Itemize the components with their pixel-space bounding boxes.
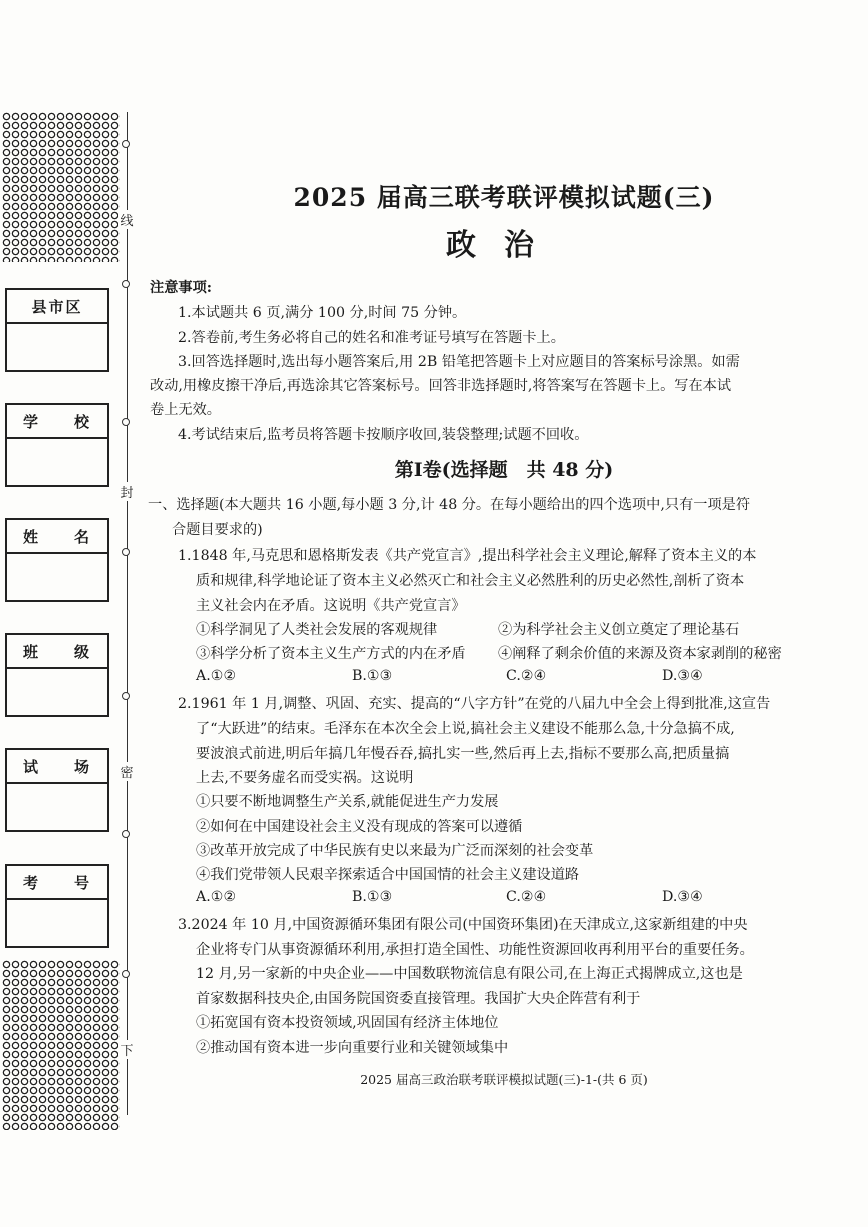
section-title: 第Ⅰ卷(选择题 共 48 分) — [394, 459, 614, 481]
q1-stem: 1.1848 年,马克思和恩格斯发表《共产党宣言》,提出科学社会主义理论,解释了资本主义的本 — [178, 548, 757, 564]
notice-item: 卷上无效。 — [150, 402, 221, 418]
binding-hole — [122, 548, 130, 556]
class-label: 班 级 — [7, 635, 107, 669]
q1-statement-3: ③科学分析了资本主义生产方式的内在矛盾 — [196, 646, 466, 662]
q2-choice-c[interactable]: C.②④ — [506, 889, 547, 905]
binding-line — [127, 112, 128, 1115]
exam-room-box[interactable] — [5, 748, 109, 832]
binding-hole — [122, 140, 130, 148]
q1-choice-b[interactable]: B.①③ — [352, 668, 393, 684]
page-footer: 2025 届高三政治联考联评模拟试题(三)-1-(共 6 页) — [360, 1072, 648, 1087]
q2-statement-4: ④我们党带领人民艰辛探索适合中国国情的社会主义建设道路 — [196, 867, 580, 883]
q1-choice-d[interactable]: D.③④ — [662, 668, 703, 684]
q3-statement-1: ①拓宽国有资本投资领域,巩固国有经济主体地位 — [196, 1015, 499, 1031]
q2-choice-b[interactable]: B.①③ — [352, 889, 393, 905]
margin-label-secret: 密 — [118, 762, 136, 781]
q1-statement-4: ④阐释了剩余价值的来源及资本家剥削的秘密 — [498, 646, 782, 662]
q3-stem: 12 月,另一家新的中央企业——中国数联物流信息有限公司,在上海正式揭牌成立,这也是 — [196, 966, 743, 982]
q1-choice-a[interactable]: A.①② — [196, 668, 237, 684]
section-intro: 一、选择题(本大题共 16 小题,每小题 3 分,计 48 分。在每小题给出的四个选项中,只有一项是符 — [148, 497, 751, 513]
binding-hole — [122, 418, 130, 426]
county-box[interactable] — [5, 288, 109, 372]
q3-stem: 企业将专门从事资源循环利用,承担打造全国性、功能性资源回收再利用平台的重要任务。 — [196, 942, 754, 958]
decorative-dot-pattern-bottom — [2, 960, 120, 1130]
q2-statement-3: ③改革开放完成了中华民族有史以来最为广泛而深刻的社会变革 — [196, 843, 594, 859]
notice-item: 4.考试结束后,监考员将答题卡按顺序收回,装袋整理;试题不回收。 — [178, 427, 589, 443]
q2-choice-a[interactable]: A.①② — [196, 889, 237, 905]
binding-hole — [122, 280, 130, 288]
q2-stem: 上去,不要务虚名而受实祸。这说明 — [196, 770, 414, 786]
county-label: 县市区 — [7, 290, 107, 324]
school-box[interactable] — [5, 403, 109, 487]
name-label: 姓 名 — [7, 520, 107, 554]
q3-stem: 首家数据科技央企,由国务院国资委直接管理。我国扩大央企阵营有利于 — [196, 991, 641, 1007]
margin-label-seal: 封 — [118, 482, 136, 501]
exam-title: 2025 届高三联考联评模拟试题(三) — [293, 183, 715, 212]
exam-number-box[interactable] — [5, 864, 109, 948]
q1-statement-1: ①科学洞见了人类社会发展的客观规律 — [196, 622, 438, 638]
notice-item: 1.本试题共 6 页,满分 100 分,时间 75 分钟。 — [178, 305, 467, 321]
notice-item: 2.答卷前,考生务必将自己的姓名和准考证号填写在答题卡上。 — [178, 330, 565, 346]
margin-label-line: 线 — [118, 210, 136, 229]
notice-heading: 注意事项: — [150, 280, 212, 296]
exam-number-label: 考 号 — [7, 866, 107, 900]
q2-stem: 2.1961 年 1 月,调整、巩固、充实、提高的“八字方针”在党的八届九中全会上得到批准,这宣告 — [178, 696, 771, 712]
subject-title: 政治 — [446, 228, 562, 263]
q1-choice-c[interactable]: C.②④ — [506, 668, 547, 684]
margin-label-down: 下 — [118, 1040, 136, 1059]
exam-room-label: 试 场 — [7, 750, 107, 784]
q2-statement-2: ②如何在中国建设社会主义没有现成的答案可以遵循 — [196, 819, 523, 835]
decorative-dot-pattern-top — [2, 112, 120, 262]
q1-stem: 质和规律,科学地论证了资本主义必然灭亡和社会主义必然胜利的历史必然性,剖析了资本 — [196, 573, 745, 589]
binding-hole — [122, 692, 130, 700]
notice-item: 改动,用橡皮擦干净后,再选涂其它答案标号。回答非选择题时,将答案写在答题卡上。写在本试 — [150, 378, 732, 394]
q2-choice-d[interactable]: D.③④ — [662, 889, 703, 905]
school-label: 学 校 — [7, 405, 107, 439]
q3-stem: 3.2024 年 10 月,中国资源循环集团有限公司(中国资环集团)在天津成立,这家新组建的中央 — [178, 917, 748, 933]
section-intro: 合题目要求的) — [172, 522, 263, 538]
q3-statement-2: ②推动国有资本进一步向重要行业和关键领域集中 — [196, 1040, 509, 1056]
q1-stem: 主义社会内在矛盾。这说明《共产党宣言》 — [196, 598, 466, 614]
q1-statement-2: ②为科学社会主义创立奠定了理论基石 — [498, 622, 740, 638]
q2-stem: 要波浪式前进,明后年搞几年慢吞吞,搞扎实一些,然后再上去,指标不要那么高,把质量搞 — [196, 746, 730, 762]
binding-hole — [122, 970, 130, 978]
notice-item: 3.回答选择题时,选出每小题答案后,用 2B 铅笔把答题卡上对应题目的答案标号涂黑。如需 — [178, 354, 740, 370]
binding-hole — [122, 830, 130, 838]
q2-statement-1: ①只要不断地调整生产关系,就能促进生产力发展 — [196, 794, 499, 810]
name-box[interactable] — [5, 518, 109, 602]
q2-stem: 了“大跃进”的结束。毛泽东在本次全会上说,搞社会主义建设不能那么急,十分急搞不成, — [196, 721, 735, 737]
class-box[interactable] — [5, 633, 109, 717]
